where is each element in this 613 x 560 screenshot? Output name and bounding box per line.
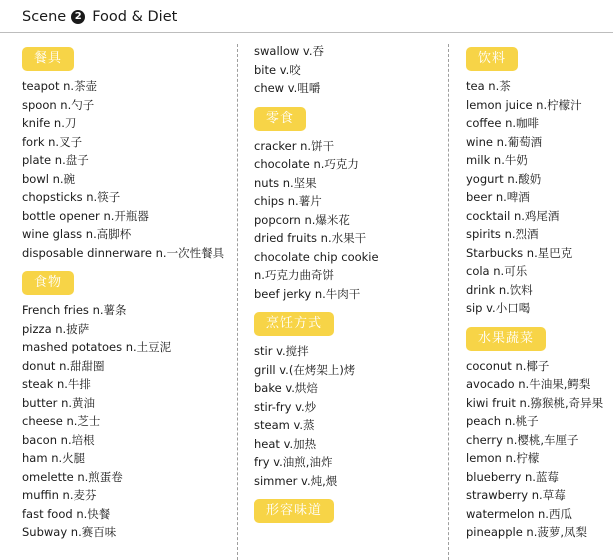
vocab-item: coffee n.咖啡 — [466, 116, 540, 130]
column-1 — [22, 42, 237, 542]
scene-title: Food & Diet — [92, 9, 178, 25]
vocab-item: fast food n.快餐 — [22, 506, 111, 521]
section-title-snacks: 零食 — [254, 107, 306, 131]
vocab-item: steam v.蒸 — [254, 418, 315, 432]
section-title-drinks: 饮料 — [466, 47, 518, 71]
vocab-item: swallow v.吞 — [254, 44, 324, 58]
vocab-item: teapot n.茶壶 — [22, 79, 98, 93]
column-2 — [254, 42, 444, 529]
vocab-item: strawberry n.草莓 — [466, 488, 566, 502]
section-title-taste: 形容味道 — [254, 499, 334, 523]
vocab-item: muffin n.麦芬 — [22, 488, 97, 502]
vocab-item: cracker n.饼干 — [254, 138, 335, 153]
vocab-item: stir-fry v.炒 — [254, 399, 317, 414]
vocab-item: chopsticks n.筷子 — [22, 190, 121, 204]
vocab-item: chocolate n.巧克力 — [254, 157, 359, 171]
column-separator-1 — [237, 44, 238, 560]
vocab-item: Starbucks n.星巴克 — [466, 245, 573, 260]
section-drinks — [466, 42, 613, 318]
vocab-item: bowl n.碗 — [22, 171, 76, 186]
vocab-item: French fries n.薯条 — [22, 303, 127, 317]
section-title-fruits: 水果蔬菜 — [466, 327, 546, 351]
vocab-item: mashed potatoes n.土豆泥 — [22, 340, 172, 354]
vocab-item: simmer v.炖,煨 — [254, 473, 338, 488]
vocab-item: nuts n.坚果 — [254, 175, 317, 190]
vocab-item: blueberry n.蓝莓 — [466, 469, 559, 484]
vocab-item: lemon juice n.柠檬汁 — [466, 97, 582, 112]
section-fruits-vegetables — [466, 322, 613, 542]
vocab-item: peach n.桃子 — [466, 414, 539, 428]
vocab-item: tea n.茶 — [466, 79, 511, 93]
section-title-food: 食物 — [22, 271, 74, 295]
vocab-item: drink n.饮料 — [466, 282, 533, 297]
vocab-item: bottle opener n.开瓶器 — [22, 208, 149, 223]
vocab-item: ham n.火腿 — [22, 451, 86, 465]
vocab-item: n.巧克力曲奇饼 — [254, 268, 334, 282]
vocab-item: knife n.刀 — [22, 116, 77, 130]
scene-header — [22, 6, 177, 28]
section-eating-actions — [254, 42, 444, 98]
vocab-item: bite v.咬 — [254, 62, 301, 77]
scene-number-badge: 2 — [71, 10, 85, 24]
vocab-item: butter n.黄油 — [22, 395, 96, 410]
vocab-item: wine n.葡萄酒 — [466, 134, 543, 149]
vocab-item: popcorn n.爆米花 — [254, 212, 350, 227]
section-title-cooking: 烹饪方式 — [254, 312, 334, 336]
scene-label: Scene — [22, 9, 67, 25]
section-tableware — [22, 42, 237, 262]
vocab-item: wine glass n.高脚杯 — [22, 227, 132, 241]
vocab-item: steak n.牛排 — [22, 377, 91, 391]
vocab-item: grill v.(在烤架上)烤 — [254, 362, 356, 377]
section-taste — [254, 494, 444, 529]
vocab-item: heat v.加热 — [254, 436, 317, 451]
section-title-tableware: 餐具 — [22, 47, 74, 71]
vocab-item: milk n.牛奶 — [466, 153, 528, 167]
section-snacks — [254, 102, 444, 304]
vocab-item: omelette n.煎蛋卷 — [22, 469, 123, 484]
vocab-item: cola n.可乐 — [466, 264, 528, 278]
vocab-item: chocolate chip cookie — [254, 249, 379, 264]
vocab-item: pineapple n.菠萝,凤梨 — [466, 525, 588, 539]
vocab-item: chips n.薯片 — [254, 194, 322, 208]
vocab-item: kiwi fruit n.猕猴桃,奇异果 — [466, 395, 604, 410]
vocab-item: coconut n.椰子 — [466, 358, 550, 373]
vocab-item: beer n.啤酒 — [466, 190, 530, 204]
column-3 — [466, 42, 613, 542]
vocab-item: disposable dinnerware n.一次性餐具 — [22, 245, 225, 260]
vocab-item: cheese n.芝士 — [22, 414, 101, 428]
vocab-item: fork n.叉子 — [22, 134, 83, 149]
vocab-item: watermelon n.西瓜 — [466, 506, 572, 521]
vocab-item: chew v.咀嚼 — [254, 81, 321, 95]
column-separator-2 — [448, 44, 449, 560]
vocab-item: bake v.烘焙 — [254, 381, 318, 395]
vocab-item: sip v.小口喝 — [466, 301, 531, 315]
vocab-item: cherry n.樱桃,车厘子 — [466, 432, 579, 447]
vocab-item: donut n.甜甜圈 — [22, 358, 105, 373]
vocab-item: fry v.油煎,油炸 — [254, 455, 333, 469]
section-food — [22, 266, 237, 542]
vocab-item: Subway n.赛百味 — [22, 525, 117, 539]
vocab-item: pizza n.披萨 — [22, 321, 90, 336]
vocab-item: spoon n.勺子 — [22, 97, 95, 112]
vocab-item: yogurt n.酸奶 — [466, 171, 542, 186]
vocab-item: bacon n.培根 — [22, 432, 95, 447]
vocab-item: cocktail n.鸡尾酒 — [466, 208, 560, 223]
vocab-item: avocado n.牛油果,鳄梨 — [466, 377, 591, 391]
vocab-item: spirits n.烈酒 — [466, 227, 539, 241]
vocab-item: plate n.盘子 — [22, 153, 89, 167]
vocab-item: stir v.搅拌 — [254, 344, 309, 358]
vocab-item: lemon n.柠檬 — [466, 451, 540, 465]
vocab-item: beef jerky n.牛肉干 — [254, 286, 361, 301]
header-divider — [0, 32, 613, 33]
section-cooking-methods — [254, 307, 444, 490]
vocab-item: dried fruits n.水果干 — [254, 231, 367, 245]
